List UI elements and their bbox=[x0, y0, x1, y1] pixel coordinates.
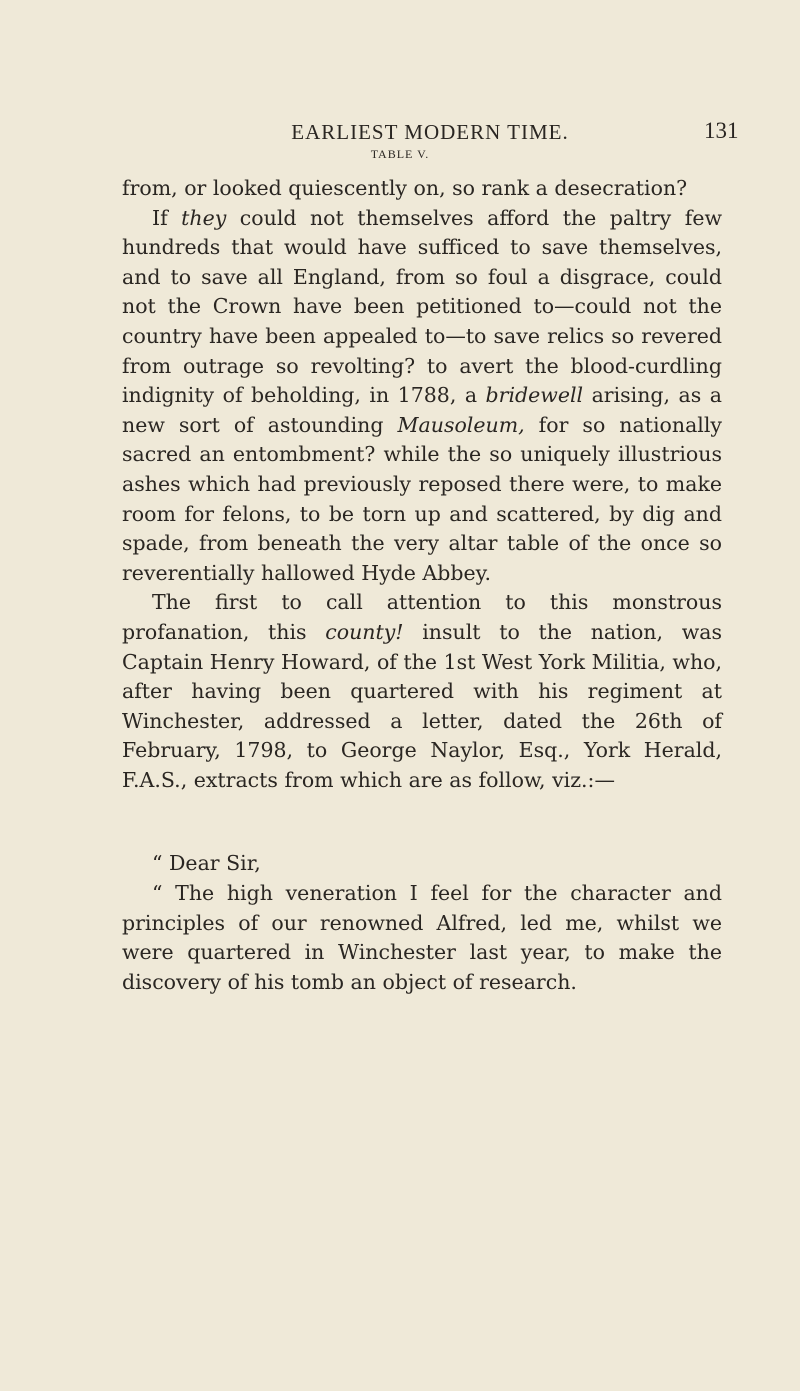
paragraph bbox=[122, 588, 722, 795]
paragraph-text: from, or looked quiescently on, so rank a desecration? bbox=[122, 176, 688, 200]
spacer bbox=[122, 795, 722, 849]
body-text bbox=[122, 174, 722, 997]
letter-salutation: “ Dear Sir, bbox=[152, 851, 261, 876]
paragraph-text: could not themselves afford the paltry few hundreds that would have sufficed to save themselves, and to save all England, from so foul a disgrace, could not the Crown have been petitioned to—could not the country have been appealed to—to save relics so revered from outrage so revolting? to avert the blood-curdling indignity of beholding, in 1788, a bbox=[122, 205, 723, 408]
letter-paragraph: “ The high veneration I feel for the character and principles of our renowned Alfred, led me, whilst we were quartered in Winchester last year, to make the discovery of his tomb an object of research. bbox=[122, 881, 722, 994]
paragraph bbox=[122, 174, 722, 204]
italic-text: bridewell bbox=[485, 383, 584, 408]
paragraph bbox=[122, 204, 722, 589]
page-number: 131 bbox=[704, 118, 739, 143]
paragraph-text: arising, as a new sort of astounding bbox=[122, 383, 722, 437]
italic-text: Mausoleum, bbox=[397, 412, 525, 437]
paragraph-text: The first to call attention to this monstrous profanation, this bbox=[122, 590, 722, 644]
running-title: EARLIEST MODERN TIME. bbox=[291, 120, 569, 144]
paragraph-text: for so nationally sacred an entombment? while the so uniquely illustrious ashes which had previously reposed there were, to make room for felons, to be torn up and scattered, by dig and spade, from beneath the very altar table of the once so reverentially hallowed Hyde Abbey. bbox=[122, 412, 722, 585]
italic-text: county! bbox=[325, 619, 404, 644]
paragraph-text: insult to the nation, was Captain Henry Howard, of the 1st West York Militia, who, after having been quartered with his regiment at Winchester, addressed a letter, dated the 26th of February, 1798, to George Naylor, Esq., York Herald, F.A.S., extracts from which are as follow, viz.:— bbox=[122, 619, 722, 792]
paragraph-text: If bbox=[152, 205, 182, 230]
italic-text: they bbox=[181, 205, 227, 230]
table-reference: TABLE V. bbox=[370, 147, 430, 161]
